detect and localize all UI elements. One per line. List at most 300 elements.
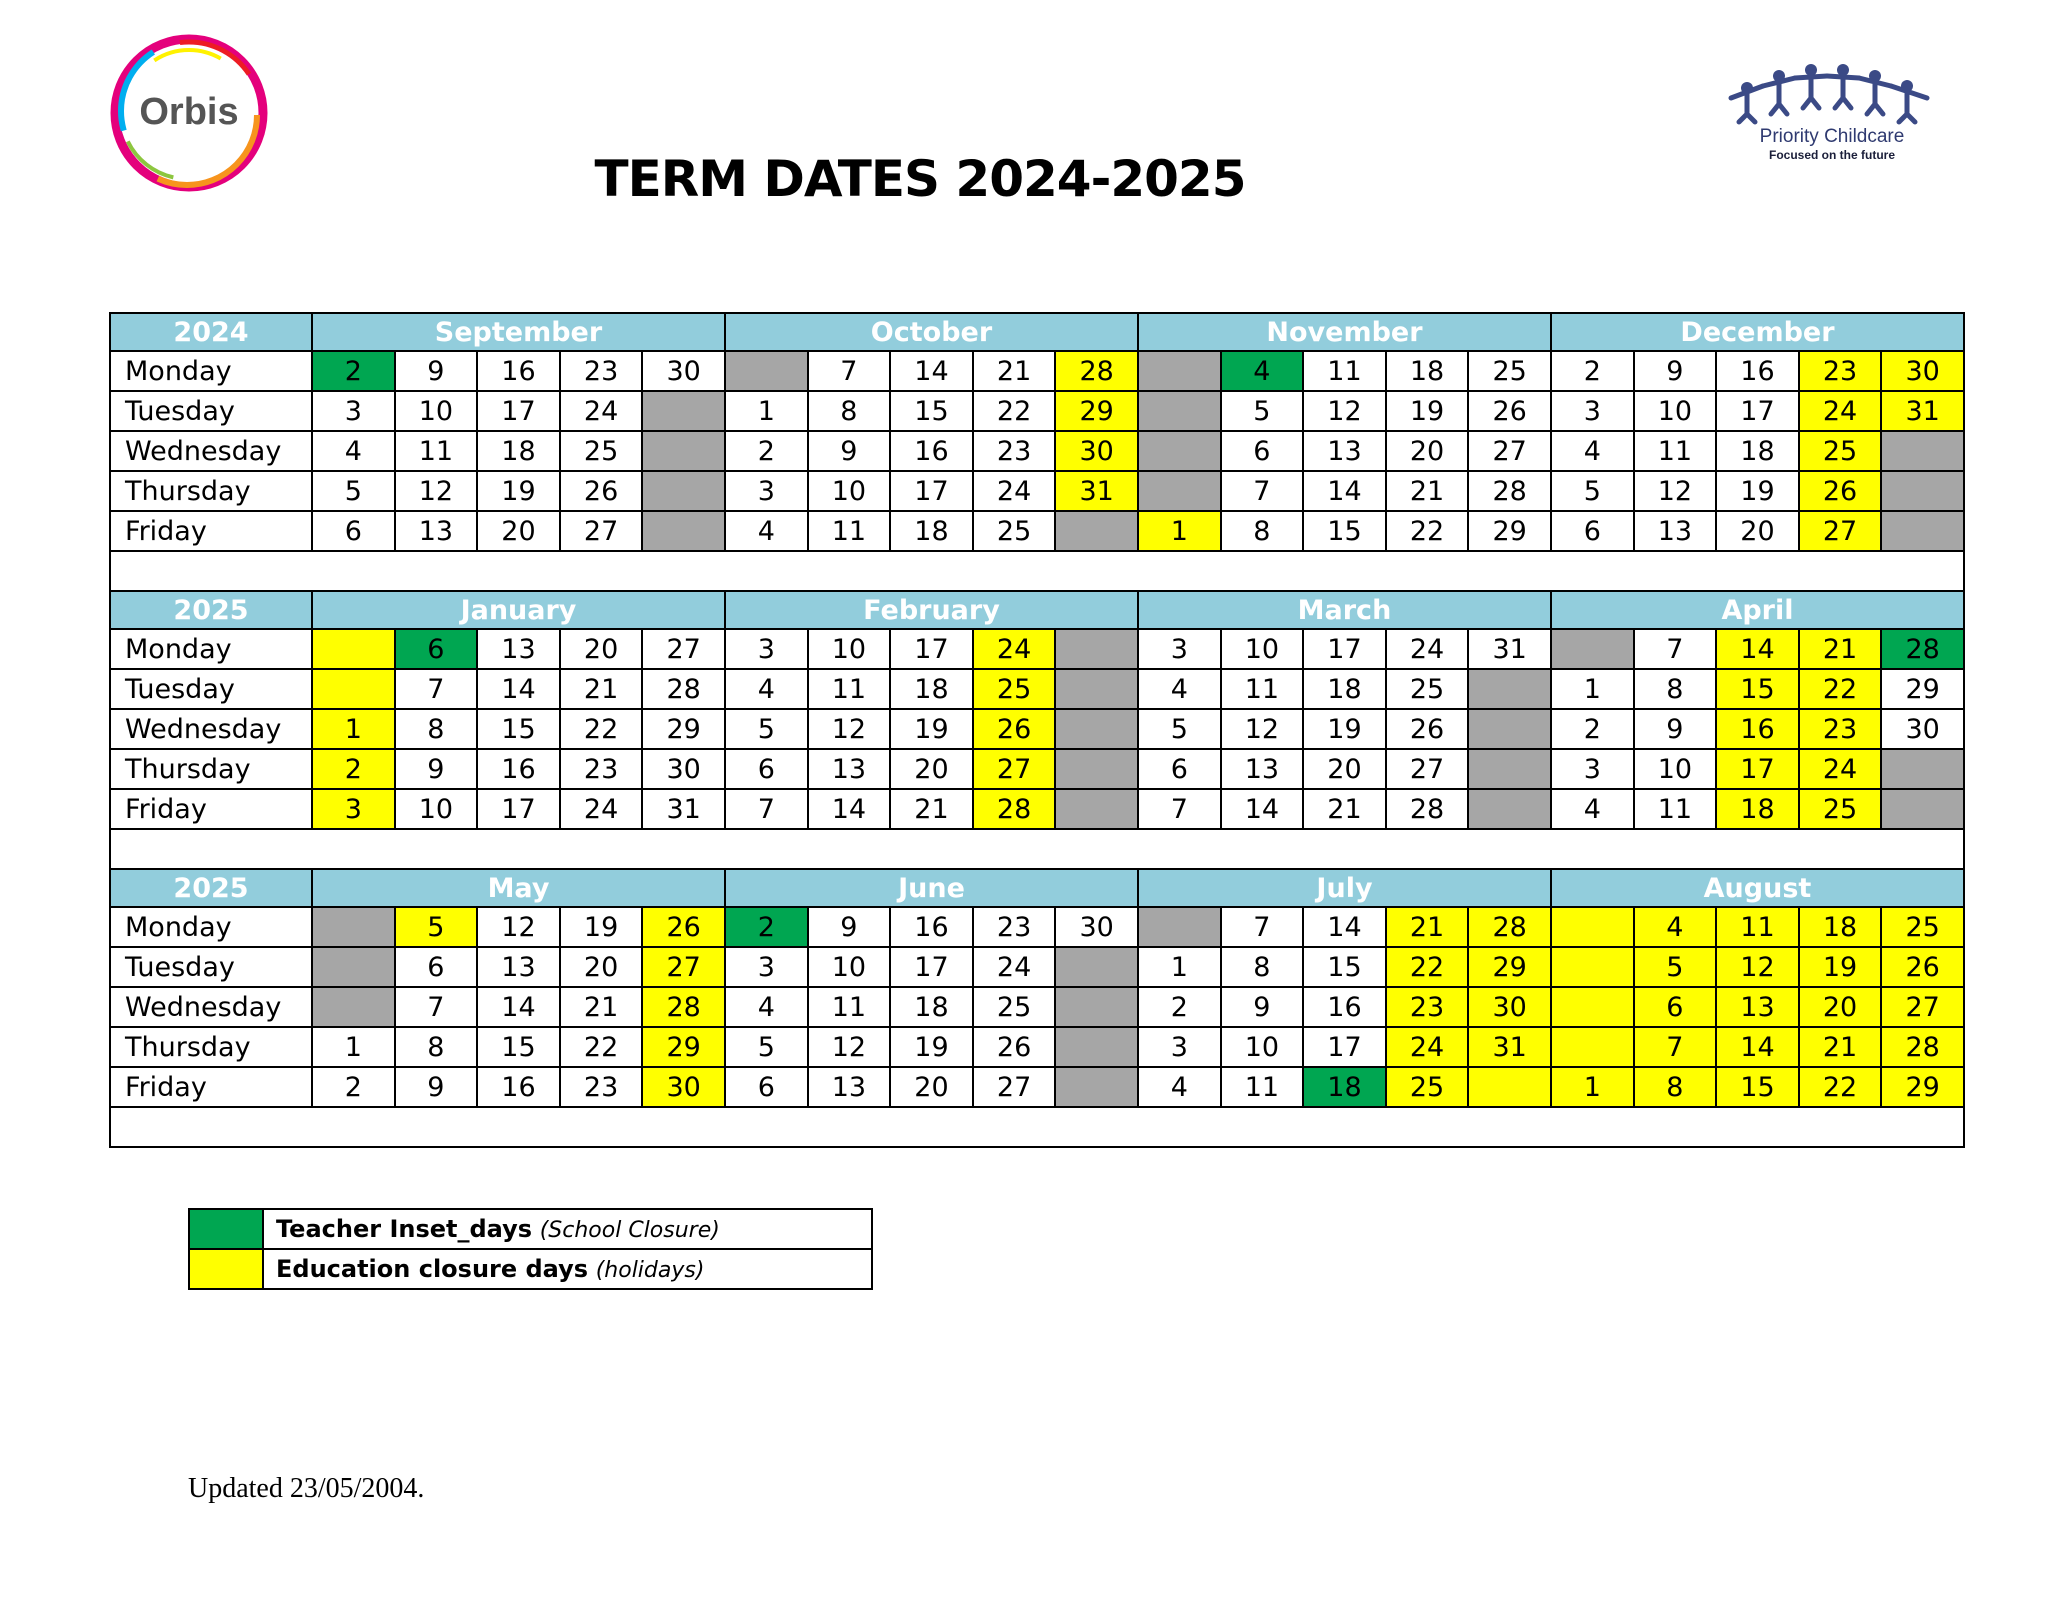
date-cell: 9 xyxy=(1221,987,1304,1027)
date-cell: 8 xyxy=(395,1027,478,1067)
date-cell: 17 xyxy=(890,629,973,669)
weekday-label: Thursday xyxy=(110,1027,312,1067)
week-row-tuesday xyxy=(110,669,1964,709)
date-cell: 22 xyxy=(973,391,1056,431)
legend-label-inset xyxy=(263,1209,872,1249)
date-cell: 6 xyxy=(1551,511,1634,551)
date-cell: 5 xyxy=(1634,947,1717,987)
date-cell: 28 xyxy=(1386,789,1469,829)
date-cell: 21 xyxy=(560,987,643,1027)
date-cell xyxy=(1055,947,1138,987)
date-cell xyxy=(642,431,725,471)
date-cell: 1 xyxy=(1551,1067,1634,1107)
date-cell xyxy=(1881,471,1964,511)
date-cell: 10 xyxy=(1634,391,1717,431)
date-cell: 29 xyxy=(1468,511,1551,551)
date-cell: 25 xyxy=(560,431,643,471)
people-chain-icon xyxy=(1727,60,1937,126)
date-cell: 3 xyxy=(1138,1027,1221,1067)
legend-row-inset xyxy=(189,1209,872,1249)
legend-inset-note: (School Closure) xyxy=(539,1218,720,1243)
date-cell: 20 xyxy=(477,511,560,551)
date-cell: 22 xyxy=(560,1027,643,1067)
date-cell: 23 xyxy=(1799,709,1882,749)
date-cell: 26 xyxy=(973,709,1056,749)
legend-inset-title: Teacher Inset_days xyxy=(276,1215,533,1243)
date-cell xyxy=(312,669,395,709)
date-cell: 28 xyxy=(973,789,1056,829)
legend-row-closure xyxy=(189,1249,872,1289)
week-row-friday xyxy=(110,511,1964,551)
date-cell: 23 xyxy=(973,907,1056,947)
date-cell xyxy=(312,987,395,1027)
date-cell: 9 xyxy=(395,1067,478,1107)
date-cell: 2 xyxy=(1138,987,1221,1027)
date-cell: 30 xyxy=(1468,987,1551,1027)
date-cell: 3 xyxy=(1138,629,1221,669)
block-header-row xyxy=(110,591,1964,629)
date-cell xyxy=(1138,431,1221,471)
date-cell: 24 xyxy=(1386,1027,1469,1067)
week-row-thursday xyxy=(110,471,1964,511)
date-cell: 21 xyxy=(1799,629,1882,669)
date-cell: 18 xyxy=(1303,669,1386,709)
date-cell: 22 xyxy=(1799,669,1882,709)
date-cell: 28 xyxy=(1881,1027,1964,1067)
date-cell: 30 xyxy=(642,749,725,789)
date-cell: 19 xyxy=(890,709,973,749)
date-cell: 1 xyxy=(725,391,808,431)
date-cell: 29 xyxy=(642,1027,725,1067)
date-cell: 15 xyxy=(1303,511,1386,551)
date-cell: 25 xyxy=(1468,351,1551,391)
date-cell: 20 xyxy=(890,749,973,789)
date-cell: 14 xyxy=(890,351,973,391)
date-cell xyxy=(312,907,395,947)
date-cell xyxy=(1055,709,1138,749)
date-cell xyxy=(1055,629,1138,669)
date-cell: 21 xyxy=(973,351,1056,391)
date-cell: 10 xyxy=(1634,749,1717,789)
date-cell: 12 xyxy=(1303,391,1386,431)
date-cell: 14 xyxy=(1303,471,1386,511)
legend-closure-note: (holidays) xyxy=(595,1258,705,1283)
weekday-label: Monday xyxy=(110,351,312,391)
date-cell: 9 xyxy=(1634,351,1717,391)
date-cell: 6 xyxy=(1634,987,1717,1027)
month-header-april: April xyxy=(1551,591,1964,629)
date-cell xyxy=(1551,1027,1634,1067)
date-cell: 6 xyxy=(395,629,478,669)
date-cell: 10 xyxy=(395,789,478,829)
date-cell: 13 xyxy=(808,1067,891,1107)
date-cell: 7 xyxy=(1634,1027,1717,1067)
date-cell: 28 xyxy=(1468,471,1551,511)
date-cell: 26 xyxy=(1386,709,1469,749)
date-cell: 17 xyxy=(890,471,973,511)
date-cell: 18 xyxy=(1303,1067,1386,1107)
date-cell: 11 xyxy=(1303,351,1386,391)
date-cell: 17 xyxy=(1303,629,1386,669)
date-cell xyxy=(1055,987,1138,1027)
date-cell: 20 xyxy=(1303,749,1386,789)
week-row-monday xyxy=(110,907,1964,947)
date-cell: 27 xyxy=(973,749,1056,789)
date-cell xyxy=(1055,1067,1138,1107)
date-cell: 27 xyxy=(1468,431,1551,471)
date-cell: 18 xyxy=(1386,351,1469,391)
date-cell: 22 xyxy=(560,709,643,749)
weekday-label: Friday xyxy=(110,511,312,551)
date-cell: 3 xyxy=(725,471,808,511)
date-cell: 20 xyxy=(1799,987,1882,1027)
date-cell: 25 xyxy=(1386,669,1469,709)
date-cell: 3 xyxy=(725,947,808,987)
date-cell: 24 xyxy=(973,947,1056,987)
weekday-label: Tuesday xyxy=(110,391,312,431)
month-header-june: June xyxy=(725,869,1138,907)
date-cell xyxy=(1055,1027,1138,1067)
date-cell: 16 xyxy=(1716,709,1799,749)
date-cell: 17 xyxy=(477,391,560,431)
date-cell: 16 xyxy=(890,907,973,947)
month-header-january: January xyxy=(312,591,725,629)
date-cell xyxy=(1468,1067,1551,1107)
date-cell xyxy=(1138,471,1221,511)
legend-swatch-closure xyxy=(189,1249,263,1289)
date-cell: 8 xyxy=(808,391,891,431)
date-cell: 31 xyxy=(1055,471,1138,511)
date-cell: 15 xyxy=(477,709,560,749)
month-header-july: July xyxy=(1138,869,1551,907)
date-cell: 28 xyxy=(1881,629,1964,669)
legend-swatch-inset xyxy=(189,1209,263,1249)
spacer-cell xyxy=(110,551,1964,591)
date-cell: 4 xyxy=(725,511,808,551)
date-cell: 14 xyxy=(477,987,560,1027)
date-cell: 10 xyxy=(1221,629,1304,669)
date-cell: 12 xyxy=(477,907,560,947)
date-cell: 3 xyxy=(312,789,395,829)
date-cell: 1 xyxy=(1138,511,1221,551)
date-cell: 9 xyxy=(395,749,478,789)
weekday-label: Thursday xyxy=(110,749,312,789)
date-cell: 31 xyxy=(642,789,725,829)
date-cell: 2 xyxy=(1551,351,1634,391)
date-cell xyxy=(1551,907,1634,947)
date-cell xyxy=(312,629,395,669)
date-cell: 4 xyxy=(1221,351,1304,391)
date-cell: 27 xyxy=(642,947,725,987)
weekday-label: Thursday xyxy=(110,471,312,511)
date-cell xyxy=(1468,709,1551,749)
date-cell: 21 xyxy=(1303,789,1386,829)
month-header-february: February xyxy=(725,591,1138,629)
date-cell: 10 xyxy=(808,629,891,669)
date-cell: 2 xyxy=(1551,709,1634,749)
priority-childcare-logo xyxy=(1722,60,1942,172)
date-cell: 3 xyxy=(725,629,808,669)
date-cell: 17 xyxy=(1716,749,1799,789)
month-header-august: August xyxy=(1551,869,1964,907)
week-row-wednesday xyxy=(110,431,1964,471)
date-cell: 10 xyxy=(395,391,478,431)
date-cell: 31 xyxy=(1468,629,1551,669)
date-cell: 5 xyxy=(725,709,808,749)
date-cell xyxy=(1055,669,1138,709)
block-header-row xyxy=(110,869,1964,907)
date-cell: 9 xyxy=(1634,709,1717,749)
date-cell: 6 xyxy=(1138,749,1221,789)
date-cell: 14 xyxy=(477,669,560,709)
date-cell: 2 xyxy=(725,431,808,471)
date-cell: 18 xyxy=(1716,431,1799,471)
date-cell: 8 xyxy=(1221,947,1304,987)
date-cell: 13 xyxy=(395,511,478,551)
priority-logo-tagline: Focused on the future xyxy=(1769,148,1895,162)
legend-label-closure xyxy=(263,1249,872,1289)
date-cell: 30 xyxy=(1881,351,1964,391)
date-cell: 1 xyxy=(312,709,395,749)
date-cell: 16 xyxy=(1716,351,1799,391)
date-cell: 14 xyxy=(1716,1027,1799,1067)
weekday-label: Monday xyxy=(110,907,312,947)
legend-closure-title: Education closure days xyxy=(276,1255,589,1283)
date-cell: 8 xyxy=(1634,1067,1717,1107)
date-cell: 6 xyxy=(725,749,808,789)
date-cell: 24 xyxy=(1799,391,1882,431)
orbis-logo xyxy=(104,28,274,198)
date-cell: 26 xyxy=(642,907,725,947)
date-cell: 23 xyxy=(560,351,643,391)
date-cell xyxy=(1551,987,1634,1027)
date-cell: 10 xyxy=(808,947,891,987)
date-cell: 5 xyxy=(1221,391,1304,431)
date-cell xyxy=(1468,789,1551,829)
date-cell: 30 xyxy=(1881,709,1964,749)
date-cell xyxy=(642,511,725,551)
weekday-label: Tuesday xyxy=(110,669,312,709)
date-cell: 22 xyxy=(1799,1067,1882,1107)
date-cell: 20 xyxy=(1386,431,1469,471)
date-cell: 5 xyxy=(395,907,478,947)
date-cell: 4 xyxy=(1634,907,1717,947)
date-cell: 14 xyxy=(808,789,891,829)
year-label: 2025 xyxy=(110,869,312,907)
date-cell xyxy=(1881,511,1964,551)
date-cell: 9 xyxy=(808,907,891,947)
week-row-wednesday xyxy=(110,709,1964,749)
date-cell: 4 xyxy=(1138,669,1221,709)
date-cell: 30 xyxy=(642,351,725,391)
date-cell xyxy=(1468,749,1551,789)
week-row-thursday xyxy=(110,1027,1964,1067)
date-cell: 24 xyxy=(560,789,643,829)
date-cell: 9 xyxy=(395,351,478,391)
date-cell: 19 xyxy=(1303,709,1386,749)
date-cell: 7 xyxy=(395,987,478,1027)
date-cell: 20 xyxy=(890,1067,973,1107)
date-cell: 12 xyxy=(808,1027,891,1067)
week-row-friday xyxy=(110,789,1964,829)
date-cell: 7 xyxy=(395,669,478,709)
weekday-label: Monday xyxy=(110,629,312,669)
date-cell: 15 xyxy=(477,1027,560,1067)
date-cell: 18 xyxy=(890,987,973,1027)
date-cell: 24 xyxy=(973,629,1056,669)
date-cell: 4 xyxy=(1551,789,1634,829)
date-cell: 27 xyxy=(1799,511,1882,551)
date-cell: 7 xyxy=(808,351,891,391)
date-cell: 12 xyxy=(808,709,891,749)
weekday-label: Tuesday xyxy=(110,947,312,987)
date-cell: 8 xyxy=(1221,511,1304,551)
month-header-may: May xyxy=(312,869,725,907)
date-cell: 13 xyxy=(1634,511,1717,551)
date-cell: 28 xyxy=(642,987,725,1027)
date-cell: 6 xyxy=(395,947,478,987)
date-cell: 25 xyxy=(973,987,1056,1027)
date-cell: 23 xyxy=(560,1067,643,1107)
date-cell: 18 xyxy=(477,431,560,471)
weekday-label: Friday xyxy=(110,1067,312,1107)
date-cell: 15 xyxy=(890,391,973,431)
date-cell: 21 xyxy=(560,669,643,709)
block-header-row xyxy=(110,313,1964,351)
date-cell: 12 xyxy=(1634,471,1717,511)
date-cell: 27 xyxy=(1881,987,1964,1027)
date-cell: 26 xyxy=(1468,391,1551,431)
date-cell: 28 xyxy=(642,669,725,709)
date-cell: 14 xyxy=(1221,789,1304,829)
date-cell: 10 xyxy=(808,471,891,511)
date-cell: 20 xyxy=(560,947,643,987)
date-cell: 15 xyxy=(1716,1067,1799,1107)
date-cell: 11 xyxy=(808,669,891,709)
date-cell: 22 xyxy=(1386,511,1469,551)
date-cell: 1 xyxy=(1138,947,1221,987)
date-cell: 26 xyxy=(1799,471,1882,511)
date-cell: 16 xyxy=(477,1067,560,1107)
date-cell: 11 xyxy=(1221,669,1304,709)
week-row-wednesday xyxy=(110,987,1964,1027)
date-cell: 12 xyxy=(395,471,478,511)
date-cell: 21 xyxy=(890,789,973,829)
date-cell: 3 xyxy=(1551,749,1634,789)
date-cell: 5 xyxy=(1551,471,1634,511)
date-cell: 7 xyxy=(725,789,808,829)
date-cell: 24 xyxy=(560,391,643,431)
date-cell: 19 xyxy=(477,471,560,511)
weekday-label: Wednesday xyxy=(110,709,312,749)
date-cell: 13 xyxy=(808,749,891,789)
priority-logo-name: Priority Childcare xyxy=(1759,126,1905,147)
date-cell: 11 xyxy=(1634,431,1717,471)
weekday-label: Friday xyxy=(110,789,312,829)
date-cell: 2 xyxy=(312,749,395,789)
date-cell: 24 xyxy=(1799,749,1882,789)
date-cell: 30 xyxy=(1055,907,1138,947)
date-cell: 22 xyxy=(1386,947,1469,987)
month-header-december: December xyxy=(1551,313,1964,351)
date-cell: 27 xyxy=(642,629,725,669)
page-title: TERM DATES 2024-2025 xyxy=(594,150,1246,208)
date-cell: 10 xyxy=(1221,1027,1304,1067)
date-cell: 17 xyxy=(1716,391,1799,431)
date-cell: 23 xyxy=(1799,351,1882,391)
year-label: 2025 xyxy=(110,591,312,629)
date-cell: 1 xyxy=(312,1027,395,1067)
date-cell xyxy=(1881,789,1964,829)
date-cell: 13 xyxy=(1221,749,1304,789)
date-cell: 3 xyxy=(1551,391,1634,431)
date-cell: 11 xyxy=(1716,907,1799,947)
week-row-thursday xyxy=(110,749,1964,789)
date-cell: 23 xyxy=(973,431,1056,471)
date-cell: 17 xyxy=(1303,1027,1386,1067)
spacer-cell xyxy=(110,829,1964,869)
date-cell: 17 xyxy=(477,789,560,829)
date-cell: 25 xyxy=(1881,907,1964,947)
date-cell: 25 xyxy=(1799,789,1882,829)
date-cell: 29 xyxy=(1055,391,1138,431)
date-cell: 29 xyxy=(1881,1067,1964,1107)
spacer-cell xyxy=(110,1107,1964,1147)
date-cell: 2 xyxy=(312,1067,395,1107)
date-cell: 5 xyxy=(725,1027,808,1067)
date-cell: 11 xyxy=(808,987,891,1027)
week-row-monday xyxy=(110,351,1964,391)
week-row-tuesday xyxy=(110,947,1964,987)
date-cell xyxy=(1551,629,1634,669)
date-cell: 25 xyxy=(973,511,1056,551)
month-header-march: March xyxy=(1138,591,1551,629)
date-cell xyxy=(312,947,395,987)
date-cell: 11 xyxy=(1634,789,1717,829)
date-cell: 25 xyxy=(973,669,1056,709)
date-cell xyxy=(1138,907,1221,947)
date-cell: 18 xyxy=(1799,907,1882,947)
date-cell: 20 xyxy=(1716,511,1799,551)
date-cell: 19 xyxy=(890,1027,973,1067)
term-dates-calendar xyxy=(109,312,1965,1148)
date-cell: 25 xyxy=(1799,431,1882,471)
weekday-label: Wednesday xyxy=(110,987,312,1027)
date-cell: 19 xyxy=(1386,391,1469,431)
block-spacer-row xyxy=(110,829,1964,869)
date-cell: 2 xyxy=(312,351,395,391)
date-cell: 11 xyxy=(808,511,891,551)
date-cell: 12 xyxy=(1716,947,1799,987)
date-cell: 18 xyxy=(890,511,973,551)
date-cell: 21 xyxy=(1799,1027,1882,1067)
date-cell: 4 xyxy=(1551,431,1634,471)
date-cell: 18 xyxy=(1716,789,1799,829)
date-cell: 25 xyxy=(1386,1067,1469,1107)
date-cell xyxy=(1881,749,1964,789)
date-cell: 11 xyxy=(395,431,478,471)
week-row-tuesday xyxy=(110,391,1964,431)
date-cell xyxy=(1881,431,1964,471)
date-cell xyxy=(1055,511,1138,551)
block-spacer-row xyxy=(110,551,1964,591)
date-cell xyxy=(1055,749,1138,789)
date-cell: 1 xyxy=(1551,669,1634,709)
date-cell: 30 xyxy=(642,1067,725,1107)
date-cell: 24 xyxy=(1386,629,1469,669)
date-cell: 17 xyxy=(890,947,973,987)
date-cell: 23 xyxy=(560,749,643,789)
